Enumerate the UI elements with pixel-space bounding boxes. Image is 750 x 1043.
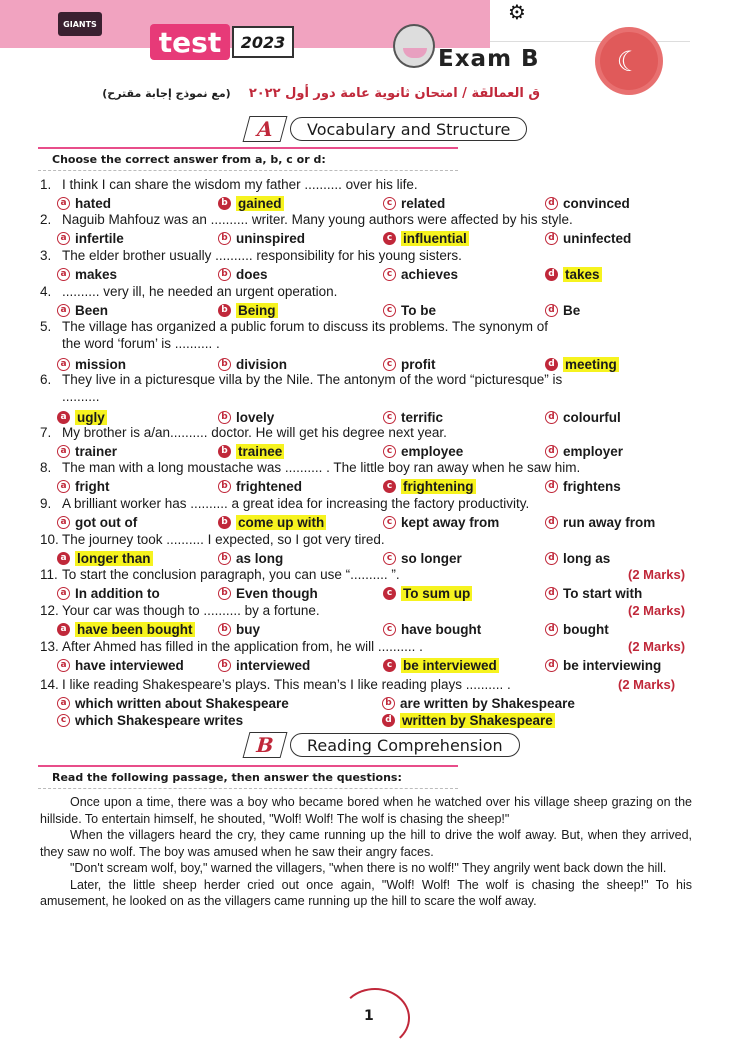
answer-option[interactable] bbox=[218, 301, 278, 319]
option-letter-icon: c bbox=[383, 411, 396, 424]
option-letter-icon: a bbox=[57, 411, 70, 424]
option-letter-icon: c bbox=[383, 268, 396, 281]
option-letter-icon: a bbox=[57, 268, 70, 281]
option-label: In addition to bbox=[75, 585, 160, 601]
answer-option[interactable] bbox=[383, 194, 445, 212]
answer-option[interactable] bbox=[545, 477, 621, 495]
option-label: frightened bbox=[236, 478, 302, 494]
gear-icon[interactable]: ⚙ bbox=[508, 0, 526, 24]
option-letter-icon: a bbox=[57, 480, 70, 493]
option-label: uninspired bbox=[236, 230, 306, 246]
question-text: Your car was though to .......... by a fortune. bbox=[62, 603, 320, 618]
option-letter-icon: b bbox=[218, 232, 231, 245]
answer-option[interactable] bbox=[383, 584, 472, 602]
option-letter-icon: a bbox=[57, 358, 70, 371]
answer-option[interactable] bbox=[218, 656, 310, 674]
option-letter-icon: d bbox=[545, 232, 558, 245]
option-letter-icon: a bbox=[57, 552, 70, 565]
question-6 bbox=[40, 372, 710, 387]
answer-option[interactable] bbox=[57, 694, 289, 712]
answer-option[interactable] bbox=[57, 513, 137, 531]
option-letter-icon: a bbox=[57, 659, 70, 672]
question-14 bbox=[40, 677, 710, 692]
option-letter-icon: d bbox=[545, 659, 558, 672]
mascot-icon bbox=[393, 24, 435, 68]
option-label: come up with bbox=[238, 514, 325, 530]
giants-logo: GIANTS bbox=[58, 12, 102, 36]
option-letter-icon: b bbox=[382, 697, 395, 710]
section-a-instruction: Choose the correct answer from a, b, c or d: bbox=[38, 147, 458, 171]
answer-option[interactable] bbox=[545, 229, 631, 247]
question-marks: (2 Marks) bbox=[628, 639, 686, 654]
option-label: To start with bbox=[563, 585, 643, 601]
option-letter-icon: c bbox=[383, 232, 396, 245]
option-label: as long bbox=[236, 550, 284, 566]
option-letter-icon: c bbox=[383, 516, 396, 529]
option-label: meeting bbox=[565, 356, 617, 372]
answer-option[interactable] bbox=[57, 711, 243, 729]
answer-option[interactable] bbox=[218, 442, 284, 460]
option-letter-icon: c bbox=[383, 358, 396, 371]
question-number: 6. bbox=[40, 372, 52, 387]
question-text: The journey took .......... I expected, so I got very tired. bbox=[62, 532, 385, 547]
question-12 bbox=[40, 603, 710, 618]
option-label: kept away from bbox=[401, 514, 500, 530]
option-label: interviewed bbox=[236, 657, 311, 673]
answer-option[interactable] bbox=[218, 265, 268, 283]
answer-option[interactable] bbox=[383, 408, 443, 426]
option-letter-icon: d bbox=[545, 587, 558, 600]
question-text: A brilliant worker has .......... a great idea for increasing the factory productivity. bbox=[62, 496, 530, 511]
question-10 bbox=[40, 532, 710, 547]
question-number: 1. bbox=[40, 177, 52, 192]
option-label: does bbox=[236, 266, 268, 282]
option-letter-icon: c bbox=[383, 304, 396, 317]
answer-option[interactable] bbox=[383, 477, 476, 495]
option-label: Be bbox=[563, 302, 581, 318]
option-label: gained bbox=[238, 195, 282, 211]
option-label: To be bbox=[401, 302, 436, 318]
question-number: 9. bbox=[40, 496, 52, 511]
question-8 bbox=[40, 460, 710, 475]
option-label: terrific bbox=[401, 409, 444, 425]
question-13 bbox=[40, 639, 710, 654]
option-label: Even though bbox=[236, 585, 318, 601]
answer-option[interactable] bbox=[545, 442, 623, 460]
option-letter-icon: c bbox=[383, 623, 396, 636]
question-text: After Ahmed has filled in the application from, he will .......... . bbox=[62, 639, 423, 654]
question-text: The elder brother usually .......... responsibility for his young sisters. bbox=[62, 248, 462, 263]
answer-option[interactable] bbox=[218, 513, 326, 531]
question-number: 8. bbox=[40, 460, 52, 475]
option-label: Been bbox=[75, 302, 109, 318]
answer-option[interactable] bbox=[383, 442, 463, 460]
passage-paragraph: When the villagers heard the cry, they came running up the hill to drive the wolf away. But, when they arrived, they saw no wolf. The boy was amused when he saw their angry faces. bbox=[40, 828, 692, 859]
question-4 bbox=[40, 284, 710, 299]
answer-option[interactable] bbox=[382, 711, 555, 729]
question-text: They live in a picturesque villa by the Nile. The antonym of the word “picturesque” is bbox=[62, 372, 563, 387]
section-b-title: Reading Comprehension bbox=[290, 733, 520, 757]
option-letter-icon: d bbox=[545, 411, 558, 424]
option-label: related bbox=[401, 195, 446, 211]
option-letter-icon: d bbox=[545, 552, 558, 565]
option-label: achieves bbox=[401, 266, 459, 282]
option-label: written by Shakespeare bbox=[402, 712, 553, 728]
option-letter-icon: b bbox=[218, 623, 231, 636]
option-label: uninfected bbox=[563, 230, 632, 246]
option-letter-icon: a bbox=[57, 445, 70, 458]
question-text: My brother is a/an.......... doctor. He will get his degree next year. bbox=[62, 425, 447, 440]
answer-option[interactable] bbox=[57, 265, 117, 283]
answer-option[interactable] bbox=[382, 694, 575, 712]
test-badge: test bbox=[150, 24, 230, 60]
question-number: 13. bbox=[40, 639, 59, 654]
question-number: 3. bbox=[40, 248, 52, 263]
answer-option[interactable] bbox=[218, 229, 305, 247]
option-label: convinced bbox=[563, 195, 630, 211]
answer-option[interactable] bbox=[383, 265, 458, 283]
section-b-header bbox=[246, 732, 520, 758]
answer-option[interactable] bbox=[383, 229, 469, 247]
question-number: 12. bbox=[40, 603, 59, 618]
option-letter-icon: d bbox=[545, 197, 558, 210]
question-number: 14. bbox=[40, 677, 59, 692]
answer-option[interactable] bbox=[218, 549, 283, 567]
option-label: hated bbox=[75, 195, 112, 211]
answer-option[interactable] bbox=[383, 355, 436, 373]
option-letter-icon: b bbox=[218, 411, 231, 424]
option-letter-icon: b bbox=[218, 304, 231, 317]
question-11 bbox=[40, 567, 710, 582]
question-marks: (2 Marks) bbox=[628, 567, 686, 582]
option-label: long as bbox=[563, 550, 611, 566]
option-letter-icon: d bbox=[545, 480, 558, 493]
question-9 bbox=[40, 496, 710, 511]
answer-option[interactable] bbox=[57, 549, 153, 567]
answer-option[interactable] bbox=[545, 408, 621, 426]
option-letter-icon: a bbox=[57, 304, 70, 317]
question-text-continued: the word ‘forum’ is .......... . bbox=[62, 336, 220, 351]
option-label: are written by Shakespeare bbox=[400, 695, 575, 711]
option-letter-icon: d bbox=[545, 268, 558, 281]
option-letter-icon: b bbox=[218, 659, 231, 672]
moon-flower-icon[interactable]: ☾ bbox=[600, 32, 658, 90]
answer-option[interactable] bbox=[545, 584, 642, 602]
passage-paragraph: Once upon a time, there was a boy who became bored when he watched over his village sheep grazing on the hillside. To entertain himself, he shouted, "Wolf! Wolf! The wolf is chasing the sheep!" bbox=[40, 795, 692, 826]
answer-option[interactable] bbox=[383, 513, 499, 531]
option-label: colourful bbox=[563, 409, 621, 425]
option-label: employee bbox=[401, 443, 464, 459]
option-label: trainer bbox=[75, 443, 118, 459]
question-text: The man with a long moustache was .......... . The little boy ran away when he saw him. bbox=[62, 460, 581, 475]
option-label: lovely bbox=[236, 409, 275, 425]
option-label: buy bbox=[236, 621, 261, 637]
answer-option[interactable] bbox=[57, 194, 111, 212]
option-label: bought bbox=[563, 621, 609, 637]
section-a-header bbox=[246, 116, 527, 142]
question-number: 2. bbox=[40, 212, 52, 227]
option-label: which written about Shakespeare bbox=[75, 695, 289, 711]
answer-option[interactable] bbox=[545, 549, 610, 567]
answer-option[interactable] bbox=[545, 265, 602, 283]
question-number: 5. bbox=[40, 319, 52, 334]
option-letter-icon: b bbox=[218, 268, 231, 281]
answer-option[interactable] bbox=[545, 301, 580, 319]
option-letter-icon: b bbox=[218, 552, 231, 565]
option-label: have been bought bbox=[77, 621, 193, 637]
question-text: To start the conclusion paragraph, you can use “.......... ”. bbox=[62, 567, 400, 582]
answer-option[interactable] bbox=[57, 584, 160, 602]
answer-option[interactable] bbox=[218, 477, 302, 495]
option-label: so longer bbox=[401, 550, 462, 566]
answer-option[interactable] bbox=[57, 408, 107, 426]
question-text: .......... very ill, he needed an urgent operation. bbox=[62, 284, 338, 299]
option-label: Being bbox=[238, 302, 276, 318]
option-letter-icon: d bbox=[545, 445, 558, 458]
option-label: infertile bbox=[75, 230, 124, 246]
page-number-arc bbox=[340, 988, 410, 1043]
option-letter-icon: d bbox=[545, 358, 558, 371]
option-letter-icon: a bbox=[57, 197, 70, 210]
answer-option[interactable] bbox=[218, 584, 318, 602]
arabic-exam-title bbox=[100, 86, 540, 101]
option-label: To sum up bbox=[403, 585, 471, 601]
option-label: frightening bbox=[403, 478, 474, 494]
option-letter-icon: a bbox=[57, 587, 70, 600]
question-number: 7. bbox=[40, 425, 52, 440]
question-3 bbox=[40, 248, 710, 263]
answer-option[interactable] bbox=[545, 513, 655, 531]
option-letter-icon: b bbox=[218, 358, 231, 371]
exam-title: Exam B bbox=[438, 46, 540, 72]
question-7 bbox=[40, 425, 710, 440]
option-label: be interviewed bbox=[403, 657, 497, 673]
answer-option[interactable] bbox=[545, 355, 619, 373]
option-label: ugly bbox=[77, 409, 105, 425]
option-letter-icon: b bbox=[218, 445, 231, 458]
answer-option[interactable] bbox=[545, 656, 661, 674]
section-a-letter: A bbox=[243, 116, 288, 142]
option-letter-icon: a bbox=[57, 232, 70, 245]
option-label: frightens bbox=[563, 478, 621, 494]
option-letter-icon: b bbox=[218, 480, 231, 493]
page-number: 1 bbox=[364, 1008, 374, 1024]
option-label: run away from bbox=[563, 514, 656, 530]
answer-option[interactable] bbox=[57, 477, 110, 495]
option-label: profit bbox=[401, 356, 436, 372]
answer-option[interactable] bbox=[383, 549, 462, 567]
option-label: employer bbox=[563, 443, 624, 459]
option-label: have bought bbox=[401, 621, 482, 637]
option-label: takes bbox=[565, 266, 600, 282]
option-letter-icon: a bbox=[57, 623, 70, 636]
section-b-letter: B bbox=[243, 732, 288, 758]
arabic-title-main: ق العمالقة / امتحان ثانوية عامة دور أول ٢٠٢٢ bbox=[248, 86, 540, 101]
question-number: 11. bbox=[40, 567, 58, 582]
answer-option[interactable] bbox=[57, 229, 124, 247]
question-number: 10. bbox=[40, 532, 59, 547]
option-label: fright bbox=[75, 478, 110, 494]
passage-paragraph: Later, the little sheep herder cried out once again, "Wolf! Wolf! The wolf is chasing the sheep!" To his amusement, he looked on as the villagers came running up the hill to scare the wolf away. bbox=[40, 877, 692, 908]
option-letter-icon: b bbox=[218, 587, 231, 600]
year-label: 2023 bbox=[232, 26, 294, 58]
answer-option[interactable] bbox=[57, 620, 195, 638]
option-label: trainee bbox=[238, 443, 283, 459]
answer-option[interactable] bbox=[57, 355, 126, 373]
answer-option[interactable] bbox=[57, 301, 108, 319]
question-1 bbox=[40, 177, 710, 192]
answer-option[interactable] bbox=[218, 620, 260, 638]
question-number: 4. bbox=[40, 284, 52, 299]
option-letter-icon: c bbox=[383, 445, 396, 458]
answer-option[interactable] bbox=[57, 656, 184, 674]
option-letter-icon: c bbox=[383, 552, 396, 565]
option-letter-icon: c bbox=[383, 659, 396, 672]
option-letter-icon: c bbox=[57, 714, 70, 727]
option-letter-icon: a bbox=[57, 516, 70, 529]
option-letter-icon: d bbox=[545, 304, 558, 317]
option-letter-icon: d bbox=[545, 516, 558, 529]
question-text: Naguib Mahfouz was an .......... writer. Many young authors were affected by his style. bbox=[62, 212, 573, 227]
question-marks: (2 Marks) bbox=[618, 677, 676, 692]
answer-option[interactable] bbox=[218, 355, 287, 373]
reading-passage bbox=[40, 794, 692, 910]
option-letter-icon: a bbox=[57, 697, 70, 710]
question-text: The village has organized a public forum to discuss its problems. The synonym of bbox=[62, 319, 548, 334]
option-letter-icon: d bbox=[545, 623, 558, 636]
option-label: division bbox=[236, 356, 288, 372]
answer-option[interactable] bbox=[545, 194, 630, 212]
question-marks: (2 Marks) bbox=[628, 603, 686, 618]
option-label: which Shakespeare writes bbox=[75, 712, 244, 728]
question-text: I like reading Shakespeare’s plays. This mean’s I like reading plays .......... . bbox=[62, 677, 511, 692]
question-5 bbox=[40, 319, 710, 334]
option-letter-icon: c bbox=[383, 587, 396, 600]
option-label: got out of bbox=[75, 514, 138, 530]
question-2 bbox=[40, 212, 710, 227]
section-b-instruction: Read the following passage, then answer the questions: bbox=[38, 765, 458, 789]
answer-option[interactable] bbox=[57, 442, 117, 460]
option-letter-icon: b bbox=[218, 516, 231, 529]
option-letter-icon: c bbox=[383, 480, 396, 493]
option-letter-icon: b bbox=[218, 197, 231, 210]
passage-paragraph: "Don't scream wolf, boy," warned the villagers, "when there is no wolf!" They angrily went back down the hill. bbox=[70, 861, 667, 875]
answer-option[interactable] bbox=[383, 301, 436, 319]
option-letter-icon: c bbox=[383, 197, 396, 210]
option-label: have interviewed bbox=[75, 657, 184, 673]
answer-option[interactable] bbox=[218, 408, 274, 426]
option-label: be interviewing bbox=[563, 657, 662, 673]
option-letter-icon: d bbox=[382, 714, 395, 727]
question-text-continued: .......... bbox=[62, 389, 100, 404]
answer-option[interactable] bbox=[545, 620, 609, 638]
option-label: longer than bbox=[77, 550, 151, 566]
section-a-title: Vocabulary and Structure bbox=[290, 117, 527, 141]
option-label: influential bbox=[403, 230, 467, 246]
question-text: I think I can share the wisdom my father .......... over his life. bbox=[62, 177, 418, 192]
option-label: makes bbox=[75, 266, 118, 282]
answer-option[interactable] bbox=[383, 620, 481, 638]
option-label: mission bbox=[75, 356, 127, 372]
answer-option[interactable] bbox=[218, 194, 284, 212]
arabic-title-note: (مع نموذج إجابة مقترح) bbox=[102, 87, 231, 100]
answer-option[interactable] bbox=[383, 656, 499, 674]
